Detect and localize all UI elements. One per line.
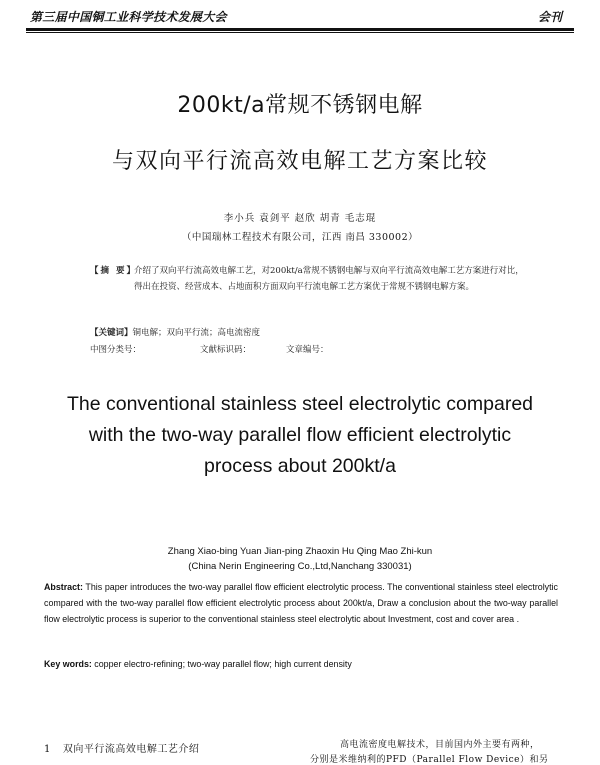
keywords-en-label: Key words:	[44, 659, 92, 669]
section-1-title: 双向平行流高效电解工艺介绍	[62, 744, 200, 755]
keywords-cn-label: 【关键词】	[90, 328, 133, 338]
title-en-line-2: with the two-way parallel flow efficient electrolytic	[88, 424, 512, 446]
article-number: 文章编号：	[286, 345, 329, 355]
title-cn-line-2: 与双向平行流高效电解工艺方案比较	[111, 149, 488, 174]
journal-header: 第三届中国铜工业科学技术发展大会	[30, 10, 227, 24]
header-rule	[26, 28, 574, 31]
body-right-line-2: 分别是米维纳利的PFD（Parallel Flow Device）和另	[310, 755, 549, 765]
section-1-heading	[44, 740, 199, 755]
section-1-number: 1	[44, 744, 51, 755]
abstract-en	[44, 580, 558, 627]
header-rule-thin	[26, 32, 574, 33]
journal-section-label: 会刊	[537, 10, 562, 24]
title-en-line-1: The conventional stainless steel electrolytic compared	[66, 393, 534, 415]
authors-en: Zhang Xiao-bing Yuan Jian-ping Zhaoxin Hu Qing Mao Zhi-kun	[167, 546, 433, 557]
title-cn-line-1: 200kt/a常规不锈钢电解	[177, 93, 423, 118]
clc-number: 中图分类号：	[90, 345, 142, 355]
keywords-en	[44, 659, 558, 669]
keywords-cn-text: 铜电解；双向平行流；高电流密度	[132, 328, 261, 338]
abstract-en-text: This paper introduces the two-way parallel flow efficient electrolytic process. The conventional stainless steel electrolytic compared with the two-way parallel flow efficient electrolytic process about 200kt/a, Draw a conclusion about the two-way parallel flow electrolytic process is superior to the conventional stainless steel electrolytic about Investment, cost and cover area .	[44, 582, 558, 624]
affiliation-en: (China Nerin Engineering Co.,Ltd,Nanchang 330031)	[188, 561, 412, 572]
keywords-en-text: copper electro-refining; two-way parallel flow; high current density	[91, 659, 352, 669]
authors-cn: 李小兵 袁剑平 赵欣 胡青 毛志琨	[223, 213, 377, 224]
affiliation-cn: （中国瑞林工程技术有限公司，江西 南昌 330002）	[181, 232, 419, 243]
abstract-cn-text: 介绍了双向平行流高效电解工艺，对200kt/a常规不锈钢电解与双向平行流高效电解工艺方案进行对比，得出在投资、经营成本、占地面积方面双向平行流电解工艺方案优于常规不锈钢电解方案。	[134, 266, 524, 292]
keywords-cn	[90, 326, 260, 338]
title-en-line-3: process about 200kt/a	[204, 455, 396, 477]
body-right-line-1: 高电流密度电解技术，目前国内外主要有两种，	[340, 740, 540, 750]
abstract-en-label: Abstract:	[44, 582, 83, 592]
abstract-cn-label: 【摘 要】	[90, 266, 137, 276]
document-code: 文献标识码：	[200, 345, 252, 355]
